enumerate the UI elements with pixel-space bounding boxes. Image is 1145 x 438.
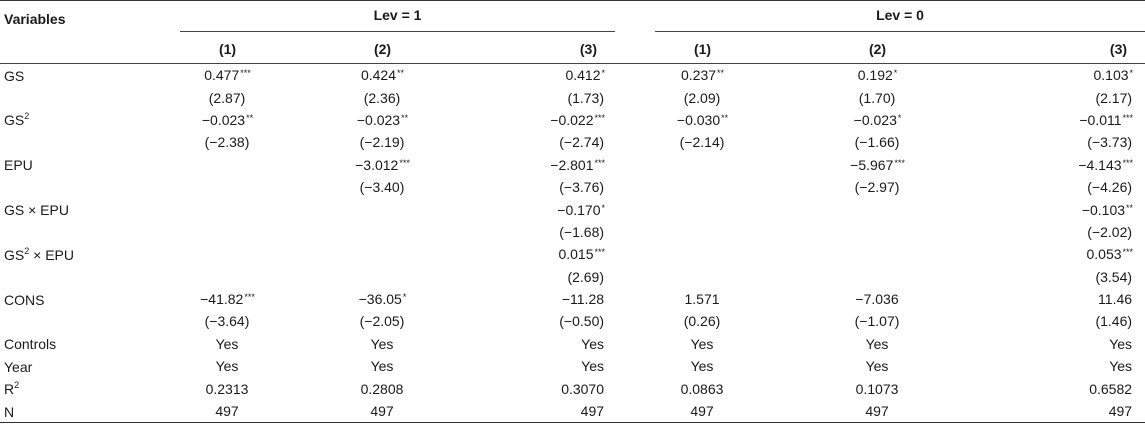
significance-stars: * <box>402 292 407 303</box>
table-cell <box>150 64 305 87</box>
row-label <box>0 400 150 423</box>
table-cell <box>150 355 305 377</box>
cell-value: (−1.07) <box>854 313 900 330</box>
table-cell <box>460 355 615 377</box>
cell-value: (2.69) <box>567 268 605 285</box>
table-cell <box>965 288 1145 310</box>
table-cell <box>615 86 790 108</box>
table-cell <box>460 86 615 108</box>
table-cell <box>615 377 790 399</box>
table-cell <box>965 310 1145 332</box>
significance-stars: *** <box>1122 112 1134 123</box>
table-cell <box>965 333 1145 355</box>
row-label <box>0 243 150 265</box>
significance-stars: ** <box>721 112 729 123</box>
table-cell <box>460 400 615 423</box>
cell-value: (1.73) <box>567 89 605 106</box>
cell-value: Yes <box>370 335 394 352</box>
cell-value: 11.46 <box>1098 291 1133 308</box>
cell-value: −0.030 <box>676 111 721 128</box>
table-cell <box>790 310 965 332</box>
cell-value: Yes <box>1109 358 1133 375</box>
table-cell <box>790 198 965 220</box>
col-header-3: (3) <box>579 41 598 57</box>
table-cell <box>460 109 615 131</box>
cell-value: (−3.76) <box>559 179 605 196</box>
table-cell <box>460 198 615 220</box>
cell-value: Yes <box>581 358 605 375</box>
table-body <box>0 64 1145 423</box>
cell-value: (1.46) <box>1095 313 1133 330</box>
cell-value: Yes <box>370 358 394 375</box>
group-header-lev0-label: Lev = 0 <box>655 5 1145 32</box>
row-label-text: GS × EPU <box>4 202 69 219</box>
cell-value: (−3.40) <box>359 179 405 196</box>
cell-value: 0.192 <box>857 67 893 84</box>
row-label-text: R <box>4 381 15 398</box>
cell-value: −3.012 <box>355 156 399 173</box>
table-cell <box>150 109 305 131</box>
cell-value: (−3.73) <box>1087 134 1133 151</box>
col-header-2: (2) <box>373 41 392 57</box>
cell-value: 0.6582 <box>1089 380 1133 397</box>
table-cell <box>150 288 305 310</box>
cell-value: (−2.74) <box>559 134 605 151</box>
table-cell <box>150 86 305 108</box>
row-label <box>0 176 150 198</box>
row-label <box>0 355 150 377</box>
cell-value: 0.0863 <box>680 380 724 397</box>
table-cell <box>790 333 965 355</box>
table-cell <box>790 131 965 153</box>
cell-value: (−2.97) <box>854 179 900 196</box>
cell-value: 497 <box>215 403 239 420</box>
table-cell <box>150 400 305 423</box>
table-row <box>0 400 1145 423</box>
cell-value: (2.17) <box>1095 89 1133 106</box>
row-label <box>0 310 150 332</box>
table-cell <box>965 64 1145 87</box>
table-cell <box>615 198 790 220</box>
table-cell <box>460 176 615 198</box>
row-label <box>0 109 150 131</box>
table-cell <box>460 310 615 332</box>
table-cell <box>305 310 460 332</box>
table-cell <box>460 154 615 176</box>
table-cell <box>305 243 460 265</box>
table-cell <box>305 288 460 310</box>
cell-value: 0.053 <box>1086 246 1122 263</box>
table-row <box>0 288 1145 310</box>
significance-stars: ** <box>1126 202 1134 213</box>
cell-value: −36.05 <box>358 291 402 308</box>
table-row <box>0 355 1145 377</box>
table-row <box>0 377 1145 399</box>
row-label-text: EPU <box>4 157 33 174</box>
row-label <box>0 86 150 108</box>
table-cell <box>965 377 1145 399</box>
cell-value: −0.103 <box>1081 201 1126 218</box>
row-label-text: Controls <box>4 336 57 353</box>
cell-value: 1.571 <box>684 291 720 308</box>
table-cell <box>790 109 965 131</box>
row-label <box>0 333 150 355</box>
table-cell <box>615 288 790 310</box>
col-header-6: (3) <box>1109 41 1128 57</box>
cell-value: 497 <box>1108 403 1133 420</box>
cell-value: (2.09) <box>683 89 721 106</box>
row-label-superscript: 2 <box>14 380 20 391</box>
cell-value: 0.103 <box>1093 67 1129 84</box>
row-label-text: GS <box>4 246 25 263</box>
table-row <box>0 310 1145 332</box>
table-cell <box>460 243 615 265</box>
table-cell <box>790 400 965 423</box>
row-label-superscript: 2 <box>24 245 30 256</box>
row-label <box>0 377 150 399</box>
row-label <box>0 266 150 288</box>
cell-value: 0.477 <box>204 67 240 84</box>
significance-stars: *** <box>244 292 255 303</box>
cell-value: 497 <box>865 403 889 420</box>
table-cell <box>615 355 790 377</box>
cell-value: Yes <box>215 358 239 375</box>
table-cell <box>150 310 305 332</box>
table-cell <box>305 64 460 87</box>
cell-value: Yes <box>690 358 714 375</box>
table-cell <box>965 154 1145 176</box>
table-cell <box>150 221 305 243</box>
cell-value: (−2.05) <box>359 313 405 330</box>
table-cell <box>965 221 1145 243</box>
table-cell <box>305 109 460 131</box>
cell-value: Yes <box>690 335 714 352</box>
cell-value: (−0.50) <box>559 313 605 330</box>
table-cell <box>460 221 615 243</box>
cell-value: 0.2313 <box>205 380 249 397</box>
cell-value: −0.170 <box>557 201 601 218</box>
significance-stars: ** <box>717 68 725 79</box>
row-label <box>0 154 150 176</box>
cell-value: −0.011 <box>1079 111 1122 128</box>
table-cell <box>460 333 615 355</box>
cell-value: −0.023 <box>201 111 246 128</box>
table-cell <box>305 198 460 220</box>
row-label <box>0 198 150 220</box>
cell-value: −7.036 <box>855 291 899 308</box>
table-cell <box>460 377 615 399</box>
table-cell <box>790 86 965 108</box>
significance-stars: *** <box>240 68 251 79</box>
table-cell <box>150 266 305 288</box>
cell-value: (−4.26) <box>1087 179 1133 196</box>
table-cell <box>790 355 965 377</box>
table-cell <box>615 266 790 288</box>
group-header-lev0 <box>615 1 1145 36</box>
significance-stars: * <box>601 68 606 79</box>
cell-value: (−3.64) <box>204 313 250 330</box>
table-cell <box>965 131 1145 153</box>
table-cell <box>460 288 615 310</box>
table-cell <box>965 400 1145 423</box>
table-row <box>0 109 1145 131</box>
row-label <box>0 221 150 243</box>
table-row <box>0 198 1145 220</box>
cell-value: 0.3070 <box>561 380 605 397</box>
significance-stars: ** <box>401 112 409 123</box>
significance-stars: *** <box>1122 247 1134 258</box>
table-cell <box>790 243 965 265</box>
table-cell <box>790 221 965 243</box>
table-cell <box>965 266 1145 288</box>
cell-value: Yes <box>865 358 889 375</box>
table-cell <box>965 198 1145 220</box>
table-cell <box>460 266 615 288</box>
cell-value: Yes <box>215 335 239 352</box>
table-cell <box>790 64 965 87</box>
col-header-4: (1) <box>693 41 712 57</box>
table-row <box>0 243 1145 265</box>
table-row <box>0 86 1145 108</box>
table-cell <box>305 355 460 377</box>
cell-value: −2.801 <box>550 156 594 173</box>
significance-stars: * <box>893 68 898 79</box>
cell-value: (−1.68) <box>559 223 605 240</box>
table-cell <box>150 154 305 176</box>
cell-value: −5.967 <box>850 156 894 173</box>
significance-stars: *** <box>594 112 606 123</box>
cell-value: 497 <box>580 403 605 420</box>
row-label <box>0 64 150 87</box>
table-cell <box>615 333 790 355</box>
cell-value: −4.143 <box>1078 156 1122 173</box>
cell-value: (3.54) <box>1095 268 1133 285</box>
table-cell <box>305 266 460 288</box>
cell-value: −0.022 <box>550 111 594 128</box>
cell-value: 497 <box>370 403 394 420</box>
significance-stars: ** <box>246 112 254 123</box>
row-label-superscript: 2 <box>24 111 30 122</box>
table-row <box>0 131 1145 153</box>
cell-value: −11.28 <box>561 291 605 308</box>
table-cell <box>615 221 790 243</box>
significance-stars: * <box>1129 68 1134 79</box>
row-label <box>0 131 150 153</box>
table-cell <box>790 154 965 176</box>
table-cell <box>615 154 790 176</box>
table-cell <box>150 131 305 153</box>
cell-value: 0.424 <box>360 67 397 84</box>
table-cell <box>965 176 1145 198</box>
table-cell <box>965 355 1145 377</box>
row-label-text: N <box>4 403 15 420</box>
row-label-text: GS <box>4 67 25 84</box>
table-row <box>0 176 1145 198</box>
cell-value: −0.023 <box>356 111 401 128</box>
cell-value: (−2.02) <box>1087 223 1133 240</box>
table-cell <box>615 131 790 153</box>
row-label-text: GS <box>4 112 25 129</box>
table-cell <box>965 243 1145 265</box>
table-cell <box>615 176 790 198</box>
cell-value: 0.412 <box>565 67 601 84</box>
col-header-1: (1) <box>218 41 237 57</box>
variables-header: Variables <box>4 11 66 27</box>
cell-value: Yes <box>1109 335 1133 352</box>
table-cell <box>790 288 965 310</box>
table-cell <box>305 377 460 399</box>
cell-value: 497 <box>690 403 714 420</box>
table-cell <box>150 198 305 220</box>
significance-stars: *** <box>594 247 606 258</box>
cell-value: 0.237 <box>680 67 717 84</box>
table-cell <box>790 176 965 198</box>
table-cell <box>615 310 790 332</box>
cell-value: −0.023 <box>853 111 897 128</box>
cell-value: (−1.66) <box>854 134 900 151</box>
cell-value: (0.26) <box>683 313 721 330</box>
row-label-text: Year <box>4 358 33 375</box>
table-cell <box>965 86 1145 108</box>
cell-value: (−2.38) <box>204 134 250 151</box>
table-cell <box>460 131 615 153</box>
table-cell <box>150 176 305 198</box>
table-row <box>0 221 1145 243</box>
cell-value: (−2.19) <box>359 134 405 151</box>
table-row <box>0 64 1145 87</box>
cell-value: (−2.14) <box>679 134 725 151</box>
table-cell <box>305 221 460 243</box>
group-header-row <box>0 1 1145 36</box>
col-header-5: (2) <box>868 41 887 57</box>
table-cell <box>615 64 790 87</box>
significance-stars: * <box>897 112 902 123</box>
table-cell <box>615 109 790 131</box>
significance-stars: ** <box>397 68 405 79</box>
table-cell <box>305 131 460 153</box>
table-cell <box>615 400 790 423</box>
group-header-lev1 <box>150 1 615 36</box>
cell-value: Yes <box>865 335 889 352</box>
group-header-lev1-label: Lev = 1 <box>180 5 615 32</box>
cell-value: Yes <box>581 335 605 352</box>
cell-value: −41.82 <box>200 291 244 308</box>
table-cell <box>790 266 965 288</box>
table-cell <box>790 377 965 399</box>
table-cell <box>305 176 460 198</box>
significance-stars: * <box>601 202 606 213</box>
column-number-row <box>0 35 1145 64</box>
table-cell <box>150 243 305 265</box>
table-cell <box>305 154 460 176</box>
table-cell <box>305 333 460 355</box>
cell-value: 0.1073 <box>855 380 899 397</box>
table-cell <box>615 243 790 265</box>
table-cell <box>305 400 460 423</box>
row-label-suffix: × EPU <box>29 246 74 263</box>
cell-value: 0.2808 <box>360 380 404 397</box>
row-label <box>0 288 150 310</box>
significance-stars: *** <box>1122 157 1134 168</box>
row-label-text: CONS <box>4 291 45 308</box>
table-row <box>0 333 1145 355</box>
significance-stars: *** <box>594 157 606 168</box>
cell-value: 0.015 <box>558 246 594 263</box>
cell-value: (2.36) <box>363 89 401 106</box>
table-row <box>0 154 1145 176</box>
significance-stars: *** <box>399 157 410 168</box>
table-row <box>0 266 1145 288</box>
significance-stars: *** <box>894 157 905 168</box>
cell-value: (1.70) <box>858 89 896 106</box>
table-cell <box>150 333 305 355</box>
table-cell <box>150 377 305 399</box>
cell-value: (2.87) <box>208 89 246 106</box>
table-cell <box>305 86 460 108</box>
table-cell <box>460 64 615 87</box>
table-cell <box>965 109 1145 131</box>
